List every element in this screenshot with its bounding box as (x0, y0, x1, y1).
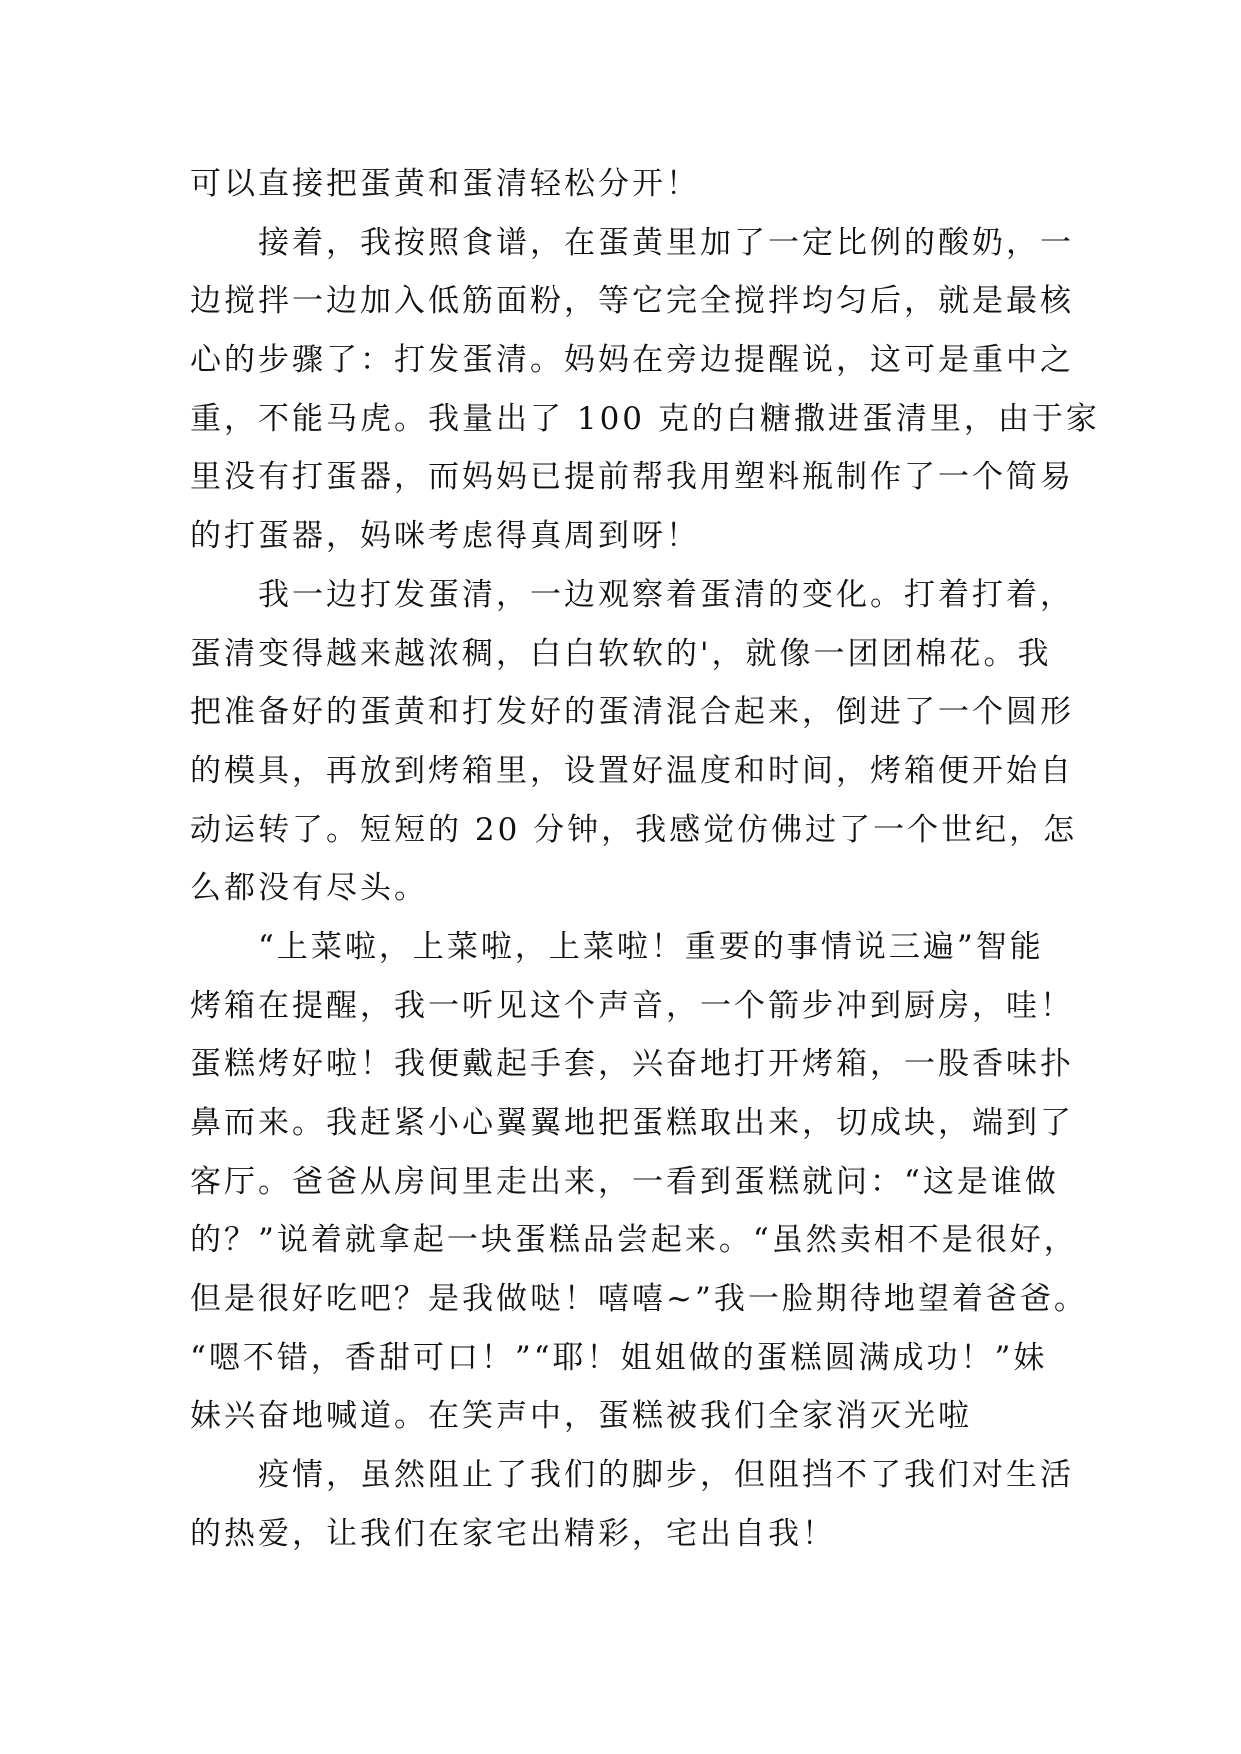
text-line: 重，不能马虎。我量出了 100 克的白糖撒进蛋清里，由于家 (190, 400, 1100, 437)
text-line: 疫情，虽然阻止了我们的脚步，但阻挡不了我们对生活 (190, 1457, 1074, 1494)
essay-body (190, 155, 1100, 1564)
text-line: “嗯不错，香甜可口！”“耶！姐姐做的蛋糕圆满成功！”妹 (190, 1339, 1048, 1376)
text-line: 的？”说着就拿起一块蛋糕品尝起来。“虽然卖相不是很好， (190, 1222, 1078, 1259)
text-line: 烤箱在提醒，我一听见这个声音，一个箭步冲到厨房，哇！ (190, 987, 1074, 1024)
text-line: 心的步骤了：打发蛋清。妈妈在旁边提醒说，这可是重中之 (190, 342, 1074, 379)
text-line: 蛋糕烤好啦！我便戴起手套，兴奋地打开烤箱，一股香味扑 (190, 1046, 1074, 1083)
text-line: 把准备好的蛋黄和打发好的蛋清混合起来，倒进了一个圆形 (190, 694, 1074, 731)
text-line: 鼻而来。我赶紧小心翼翼地把蛋糕取出来，切成块，端到了 (190, 1105, 1074, 1141)
text-line: 么都没有尽头。 (190, 870, 428, 907)
text-line: 动运转了。短短的 20 分钟，我感觉仿佛过了一个世纪，怎 (190, 811, 1078, 848)
text-line: 的模具，再放到烤箱里，设置好温度和时间，烤箱便开始自 (190, 752, 1074, 789)
text-line: “上菜啦，上菜啦，上菜啦！重要的事情说三遍”智能 (190, 928, 1044, 965)
text-line: 客厅。爸爸从房间里走出来，一看到蛋糕就问：“这是谁做 (190, 1163, 1059, 1200)
text-line: 的热爱，让我们在家宅出精彩，宅出自我！ (190, 1515, 836, 1552)
text-line: 里没有打蛋器，而妈妈已提前帮我用塑料瓶制作了一个简易 (190, 459, 1074, 496)
text-line: 边搅拌一边加入低筋面粉，等它完全搅拌均匀后，就是最核 (190, 283, 1074, 320)
text-line: 的打蛋器，妈咪考虑得真周到呀！ (190, 518, 700, 555)
text-line: 但是很好吃吧？是我做哒！嘻嘻~”我一脸期待地望着爸爸。 (190, 1281, 1088, 1318)
text-line: 接着，我按照食谱，在蛋黄里加了一定比例的酸奶，一 (190, 224, 1074, 261)
text-line: 可以直接把蛋黄和蛋清轻松分开！ (190, 166, 700, 202)
text-line: 蛋清变得越来越浓稠，白白软软的'，就像一团团棉花。我 (190, 635, 1052, 672)
text-line: 我一边打发蛋清，一边观察着蛋清的变化。打着打着， (190, 576, 1074, 613)
text-line: 妹兴奋地喊道。在笑声中，蛋糕被我们全家消灭光啦 (190, 1398, 972, 1435)
